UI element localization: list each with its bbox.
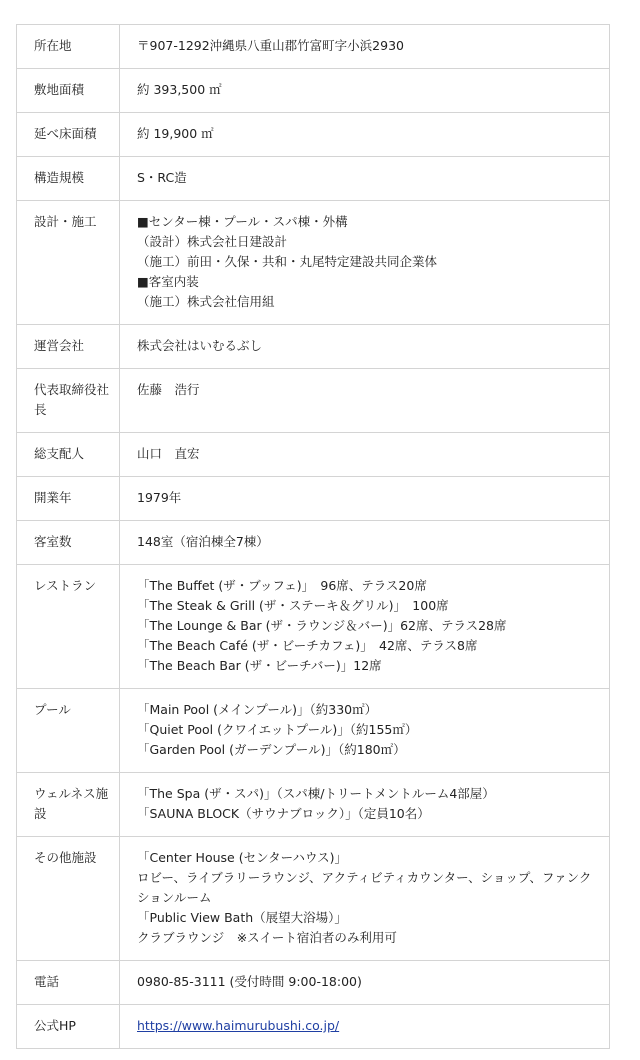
facility-info-container bbox=[16, 24, 610, 1049]
info-row-label: 構造規模 bbox=[17, 157, 120, 201]
info-row bbox=[17, 369, 610, 433]
info-row-label: ウェルネス施設 bbox=[17, 773, 120, 837]
info-value-line: 佐藤 浩行 bbox=[137, 382, 200, 397]
facility-info-table bbox=[16, 24, 610, 1049]
info-row bbox=[17, 773, 610, 837]
info-row-label: 運営会社 bbox=[17, 325, 120, 369]
info-row-value bbox=[120, 689, 610, 773]
info-row-label: 延べ床面積 bbox=[17, 113, 120, 157]
info-value-line: S・RC造 bbox=[137, 170, 187, 185]
info-row bbox=[17, 1005, 610, 1049]
info-row-label: 公式HP bbox=[17, 1005, 120, 1049]
info-value-line: 1979年 bbox=[137, 490, 182, 505]
official-website-link[interactable]: https://www.haimurubushi.co.jp/ bbox=[137, 1018, 340, 1033]
info-row bbox=[17, 477, 610, 521]
info-row-label: その他施設 bbox=[17, 837, 120, 961]
info-value-line: 「The Buffet (ザ・ブッフェ)」 96席、テラス20席 bbox=[137, 578, 427, 593]
info-row-value bbox=[120, 25, 610, 69]
info-row bbox=[17, 521, 610, 565]
info-value-line: 0980-85-3111 (受付時間 9:00-18:00) bbox=[137, 974, 362, 989]
info-row-label: 所在地 bbox=[17, 25, 120, 69]
info-row bbox=[17, 25, 610, 69]
info-value-line: 「SAUNA BLOCK（サウナブロック）」（定員10名） bbox=[137, 806, 430, 821]
info-value-line: 「Public View Bath（展望大浴場）」 bbox=[137, 910, 347, 925]
info-value-line: （施工）前田・久保・共和・丸尾特定建設共同企業体 bbox=[137, 254, 438, 269]
info-row bbox=[17, 69, 610, 113]
info-row-value bbox=[120, 157, 610, 201]
info-row-value bbox=[120, 433, 610, 477]
info-value-line: 「Quiet Pool (クワイエットプール)」（約155㎡） bbox=[137, 722, 418, 737]
info-row-value bbox=[120, 521, 610, 565]
info-value-line: 「Main Pool (メインプール)」（約330㎡） bbox=[137, 702, 378, 717]
facility-info-table-body bbox=[17, 25, 610, 1049]
info-row-value bbox=[120, 369, 610, 433]
info-row-value bbox=[120, 113, 610, 157]
info-row-label: レストラン bbox=[17, 565, 120, 689]
info-row bbox=[17, 961, 610, 1005]
info-row-value bbox=[120, 773, 610, 837]
info-value-line: ■センター棟・プール・スパ棟・外構 bbox=[137, 214, 348, 229]
info-row-label: 代表取締役社長 bbox=[17, 369, 120, 433]
info-row bbox=[17, 325, 610, 369]
info-value-line: 〒907-1292沖縄県八重山郡竹富町字小浜2930 bbox=[137, 38, 404, 53]
info-row bbox=[17, 837, 610, 961]
info-row bbox=[17, 565, 610, 689]
info-value-line: 「Center House (センターハウス)」 bbox=[137, 850, 347, 865]
info-row-value bbox=[120, 565, 610, 689]
info-row-label: 敷地面積 bbox=[17, 69, 120, 113]
info-row-value bbox=[120, 1005, 610, 1049]
info-value-line: 「The Lounge & Bar (ザ・ラウンジ＆バー)」62席、テラス28席 bbox=[137, 618, 507, 633]
info-value-line: ■客室内装 bbox=[137, 274, 199, 289]
info-row bbox=[17, 113, 610, 157]
info-row-label: 電話 bbox=[17, 961, 120, 1005]
info-value-line: クラブラウンジ ※スイート宿泊者のみ利用可 bbox=[137, 930, 397, 945]
info-value-line: 約 393,500 ㎡ bbox=[137, 82, 222, 97]
info-value-line: 「The Steak & Grill (ザ・ステーキ＆グリル)」 100席 bbox=[137, 598, 449, 613]
info-row bbox=[17, 157, 610, 201]
info-value-line: 「Garden Pool (ガーデンプール)」（約180㎡） bbox=[137, 742, 406, 757]
info-row bbox=[17, 689, 610, 773]
info-value-line: 約 19,900 ㎡ bbox=[137, 126, 214, 141]
info-row-label: 開業年 bbox=[17, 477, 120, 521]
info-value-line: ロビー、ライブラリーラウンジ、アクティビティカウンター、ショップ、ファンクションルーム bbox=[137, 870, 592, 905]
info-value-line: 148室（宿泊棟全7棟） bbox=[137, 534, 269, 549]
info-value-line: （施工）株式会社信用組 bbox=[137, 294, 275, 309]
info-row-value bbox=[120, 961, 610, 1005]
info-value-line: 「The Beach Café (ザ・ビーチカフェ)」 42席、テラス8席 bbox=[137, 638, 478, 653]
info-row-label: 総支配人 bbox=[17, 433, 120, 477]
info-row-value bbox=[120, 325, 610, 369]
info-row bbox=[17, 201, 610, 325]
info-row-label: 客室数 bbox=[17, 521, 120, 565]
info-value-line: 山口 直宏 bbox=[137, 446, 200, 461]
info-row-value bbox=[120, 69, 610, 113]
info-value-line: 「The Spa (ザ・スパ)」（スパ棟/トリートメントルーム4部屋） bbox=[137, 786, 495, 801]
info-value-line: 株式会社はいむるぶし bbox=[137, 338, 263, 353]
info-row-label: 設計・施工 bbox=[17, 201, 120, 325]
info-value-line: 「The Beach Bar (ザ・ビーチバー)」12席 bbox=[137, 658, 382, 673]
info-row-value bbox=[120, 837, 610, 961]
info-row-value bbox=[120, 201, 610, 325]
info-row bbox=[17, 433, 610, 477]
info-value-line: （設計）株式会社日建設計 bbox=[137, 234, 288, 249]
info-row-label: プール bbox=[17, 689, 120, 773]
info-row-value bbox=[120, 477, 610, 521]
